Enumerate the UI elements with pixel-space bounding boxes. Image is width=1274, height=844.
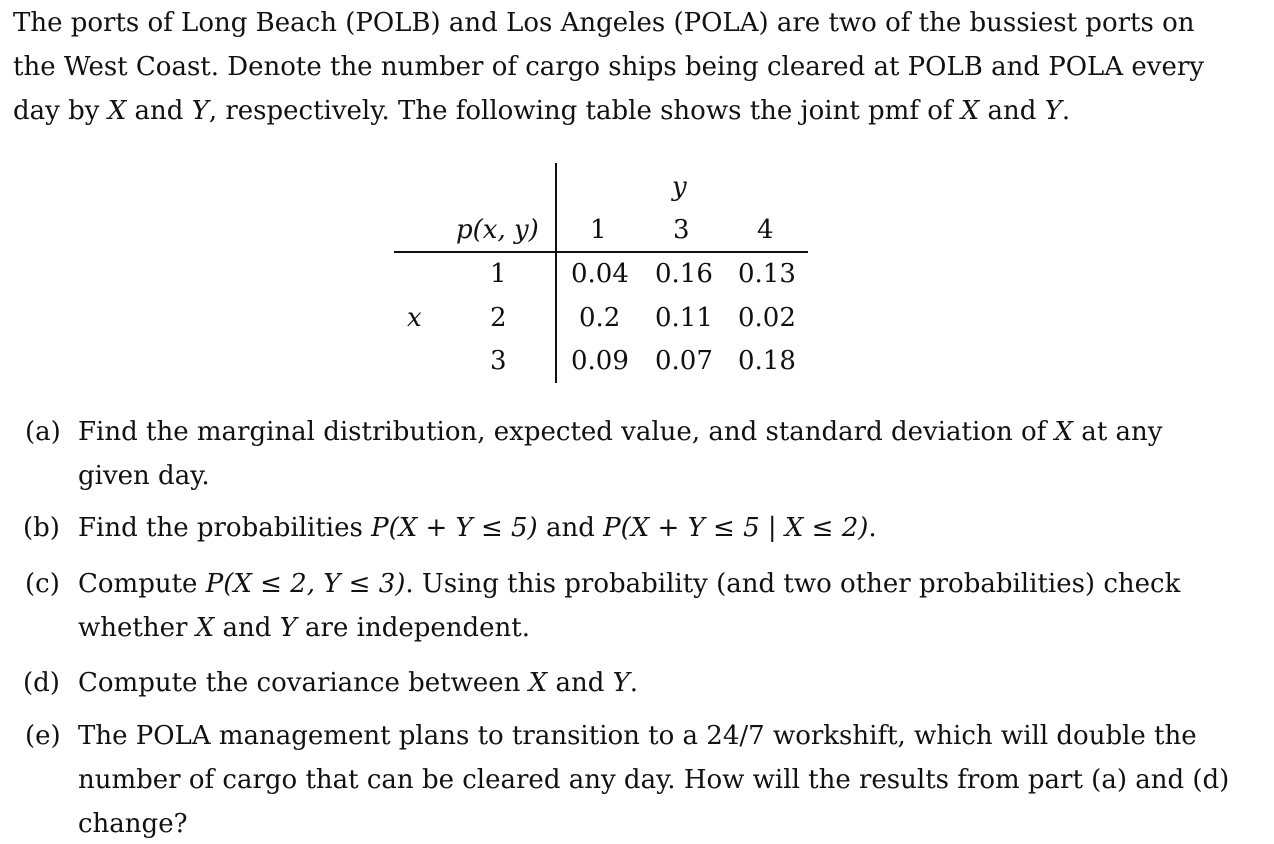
row-header: 1 bbox=[490, 259, 507, 289]
corner-label: p(x, y) bbox=[456, 215, 539, 245]
question-c-line-1: Compute P(X ≤ 2, Y ≤ 3). Using this probability (and two other probabilities) check bbox=[78, 569, 1181, 599]
table-cell: 0.11 bbox=[655, 303, 713, 333]
question-b-label: (b) bbox=[23, 513, 60, 543]
col-header-1: 1 bbox=[590, 215, 607, 245]
question-e-line-3: change? bbox=[78, 809, 188, 839]
table-cell: 0.09 bbox=[571, 346, 629, 376]
question-d-text: Compute the covariance between X and Y. bbox=[78, 668, 639, 698]
question-a-line-2: given day. bbox=[78, 461, 210, 491]
table-cell: 0.02 bbox=[738, 303, 796, 333]
question-b-text: Find the probabilities P(X + Y ≤ 5) and P(X + Y ≤ 5 | X ≤ 2). bbox=[78, 513, 877, 543]
table-vertical-rule bbox=[555, 163, 557, 383]
table-cell: 0.04 bbox=[571, 259, 629, 289]
col-header-3: 3 bbox=[673, 215, 690, 245]
question-c-line-2: whether X and Y are independent. bbox=[78, 613, 530, 643]
intro-line-1: The ports of Long Beach (POLB) and Los Angeles (POLA) are two of the bussiest ports on bbox=[13, 8, 1195, 38]
question-e-line-1: The POLA management plans to transition to a 24/7 workshift, which will double the bbox=[78, 721, 1197, 751]
table-cell: 0.07 bbox=[655, 346, 713, 376]
col-variable-label: y bbox=[672, 172, 687, 202]
table-horizontal-rule bbox=[394, 251, 808, 253]
table-cell: 0.18 bbox=[738, 346, 796, 376]
table-cell: 0.16 bbox=[655, 259, 713, 289]
question-e-line-2: number of cargo that can be cleared any day. How will the results from part (a) and (d) bbox=[78, 765, 1230, 795]
question-a-label: (a) bbox=[25, 417, 61, 447]
question-c-label: (c) bbox=[25, 569, 60, 599]
row-header: 2 bbox=[490, 303, 507, 333]
table-cell: 0.13 bbox=[738, 259, 796, 289]
question-d-label: (d) bbox=[23, 668, 60, 698]
col-header-4: 4 bbox=[757, 215, 774, 245]
intro-line-2: the West Coast. Denote the number of cargo ships being cleared at POLB and POLA every bbox=[13, 52, 1204, 82]
intro-line-3: day by X and Y, respectively. The following table shows the joint pmf of X and Y. bbox=[13, 96, 1071, 126]
question-a-line-1: Find the marginal distribution, expected value, and standard deviation of X at any bbox=[78, 417, 1163, 447]
table-cell: 0.2 bbox=[579, 303, 621, 333]
row-header: 3 bbox=[490, 346, 507, 376]
question-e-label: (e) bbox=[25, 721, 61, 751]
row-variable-label: x bbox=[407, 303, 422, 333]
